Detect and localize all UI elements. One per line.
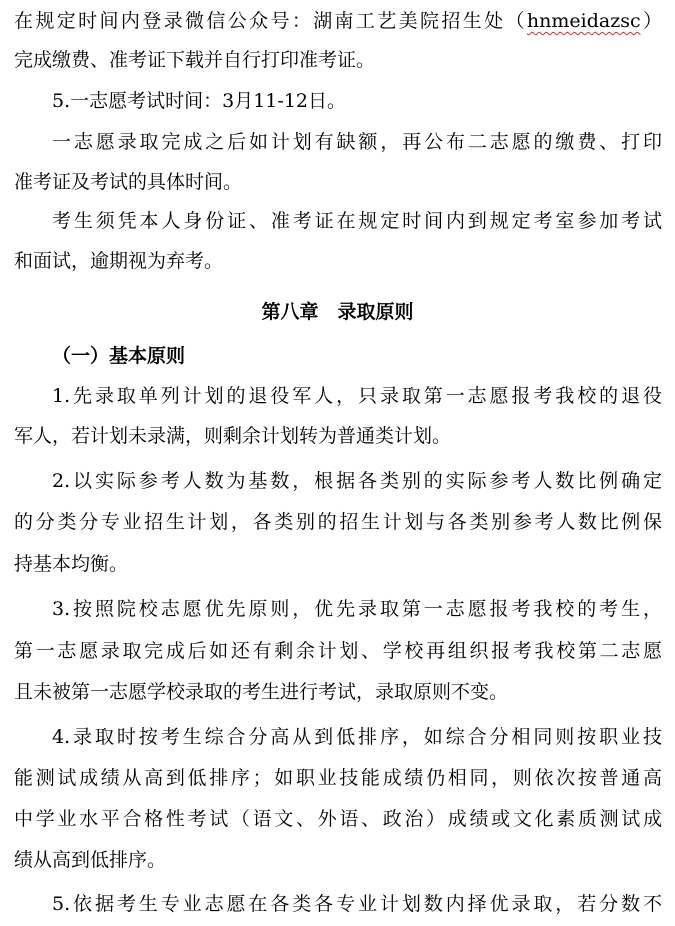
second-choice-line-1: 一志愿录取完成之后如计划有缺额，再公布二志愿的缴费、打印 bbox=[52, 131, 662, 153]
wechat-account-id: hnmeidazsc bbox=[526, 10, 641, 32]
principle-5-line-1: 5.依据考生专业志愿在各类各专业计划数内择优录取，若分数不 bbox=[52, 893, 662, 915]
attendance-line-2: 和面试，逾期视为弃考。 bbox=[14, 250, 224, 272]
principle-4-line-4: 绩从高到低排序。 bbox=[14, 849, 167, 871]
attendance-line-1: 考生须凭本人身份证、准考证在规定时间内到规定考室参加考试 bbox=[52, 210, 662, 232]
principle-2-line-1: 2.以实际参考人数为基数，根据各类别的实际参考人数比例确定 bbox=[52, 470, 662, 492]
exam-time-line: 5.一志愿考试时间：3月11-12日。 bbox=[52, 90, 346, 112]
principle-2-line-2: 的分类分专业招生计划，各类别的招生计划与各类别参考人数比例保 bbox=[14, 511, 662, 533]
principle-3-line-1: 3.按照院校志愿优先原则，优先录取第一志愿报考我校的考生， bbox=[52, 598, 662, 620]
principle-4-line-3: 中学业水平合格性考试（语文、外语、政治）成绩或文化素质测试成 bbox=[14, 808, 662, 830]
section-title: （一）基本原则 bbox=[52, 345, 186, 367]
intro-closing-paren: ） bbox=[640, 10, 662, 32]
second-choice-line-2: 准考证及考试的具体时间。 bbox=[14, 171, 243, 193]
principle-3-line-2: 第一志愿录取完成后如还有剩余计划、学校再组织报考我校第二志愿 bbox=[14, 640, 662, 662]
principle-1-line-2: 军人，若计划未录满，则剩余计划转为普通类计划。 bbox=[14, 425, 452, 447]
principle-4-line-2: 能测试成绩从高到低排序；如职业技能成绩仍相同，则依次按普通高 bbox=[14, 767, 662, 789]
chapter-title: 第八章 录取原则 bbox=[261, 301, 414, 323]
intro-text: 在规定时间内登录微信公众号：湖南工艺美院招生处（ bbox=[14, 10, 527, 32]
principle-3-line-3: 且未被第一志愿学校录取的考生进行考试，录取原则不变。 bbox=[14, 681, 509, 703]
intro-line-2: 完成缴费、准考证下载并自行打印准考证。 bbox=[14, 49, 376, 71]
principle-2-line-3: 持基本均衡。 bbox=[14, 553, 129, 575]
principle-4-line-1: 4.录取时按考生综合分高从到低排序，如综合分相同则按职业技 bbox=[52, 726, 662, 748]
intro-line-1 bbox=[14, 6, 662, 36]
principle-1-line-1: 1.先录取单列计划的退役军人，只录取第一志愿报考我校的退役 bbox=[52, 385, 662, 407]
